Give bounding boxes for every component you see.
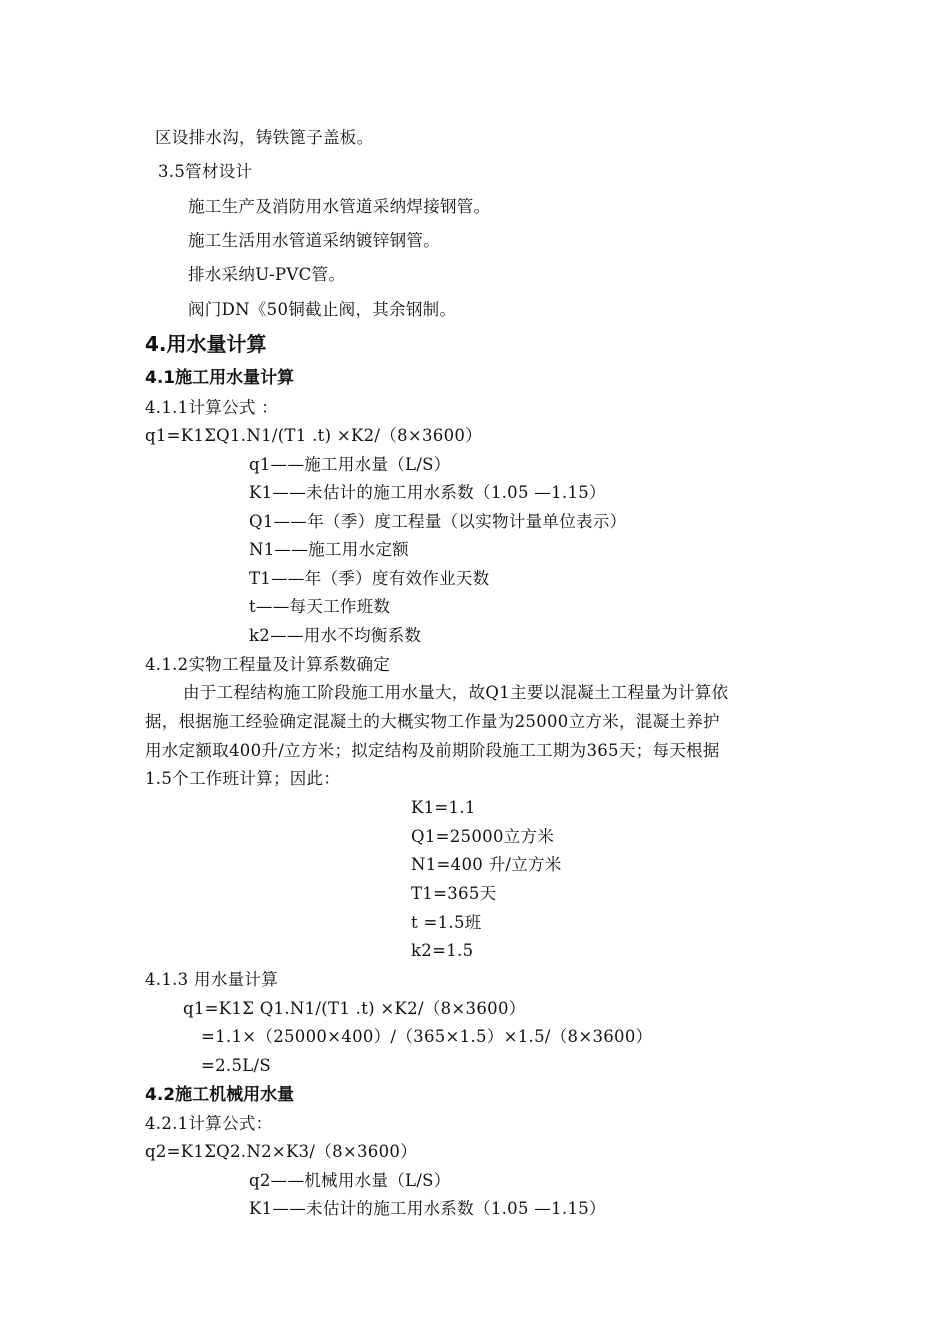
text-line: 阀门DN《50铜截止阀，其余钢制。 (188, 300, 457, 319)
variable-definition: T1——年（季）度有效作业天数 (249, 569, 490, 588)
variable-definition: q1——施工用水量（L/S） (249, 455, 451, 474)
text-line: 施工生产及消防用水管道采纳焊接钢管。 (188, 197, 491, 216)
variable-definition: t——每天工作班数 (249, 597, 391, 616)
paragraph-line: 由于工程结构施工阶段施工用水量大，故Q1主要以混凝土工程量为计算依 (183, 683, 729, 702)
formula: q1=K1ΣQ1.N1/(T1 .t) ×K2/（8×3600） (145, 426, 483, 445)
calculation-line: q1=K1Σ Q1.N1/(T1 .t) ×K2/（8×3600） (183, 999, 526, 1018)
variable-definition: Q1——年（季）度工程量（以实物计量单位表示） (249, 512, 627, 531)
formula-label: 4.2.1计算公式： (145, 1114, 273, 1133)
subsection-label: 4.1.3 用水量计算 (145, 970, 279, 989)
parameter-value: N1=400 升/立方米 (411, 855, 562, 874)
text-line: 施工生活用水管道采纳镀锌钢管。 (188, 231, 440, 250)
section-title: 4.用水量计算 (145, 332, 267, 356)
variable-definition: N1——施工用水定额 (249, 540, 409, 559)
subsection-title: 4.2施工机械用水量 (145, 1085, 295, 1105)
paragraph-line: 1.5个工作班计算；因此： (145, 769, 341, 788)
variable-definition: q2——机械用水量（L/S） (249, 1171, 451, 1190)
calculation-result: =2.5L/S (201, 1056, 271, 1075)
text-line: 区设排水沟，铸铁篦子盖板。 (155, 128, 374, 147)
parameter-value: T1=365天 (411, 884, 497, 903)
variable-definition: K1——未估计的施工用水系数（1.05 —1.15） (249, 483, 606, 502)
subsection-heading: 3.5管材设计 (158, 162, 253, 181)
variable-definition: k2——用水不均衡系数 (249, 626, 422, 645)
parameter-value: Q1=25000立方米 (411, 827, 555, 846)
subsection-label: 4.1.2实物工程量及计算系数确定 (145, 655, 391, 674)
paragraph-line: 用水定额取400升/立方米；拟定结构及前期阶段施工工期为365天；每天根据 (145, 741, 720, 760)
formula: q2=K1ΣQ2.N2×K3/（8×3600） (145, 1142, 418, 1161)
parameter-value: k2=1.5 (411, 941, 474, 960)
subsection-title: 4.1施工用水量计算 (145, 368, 295, 388)
paragraph-line: 据，根据施工经验确定混凝土的大概实物工作量为25000立方米，混凝土养护 (145, 712, 720, 731)
calculation-line: =1.1×（25000×400）/（365×1.5）×1.5/（8×3600） (201, 1027, 653, 1046)
text-line: 排水采纳U-PVC管。 (188, 265, 346, 284)
parameter-value: t =1.5班 (411, 913, 482, 932)
variable-definition: K1——未估计的施工用水系数（1.05 —1.15） (249, 1199, 606, 1218)
formula-label: 4.1.1计算公式 ： (145, 398, 279, 417)
parameter-value: K1=1.1 (411, 798, 476, 817)
